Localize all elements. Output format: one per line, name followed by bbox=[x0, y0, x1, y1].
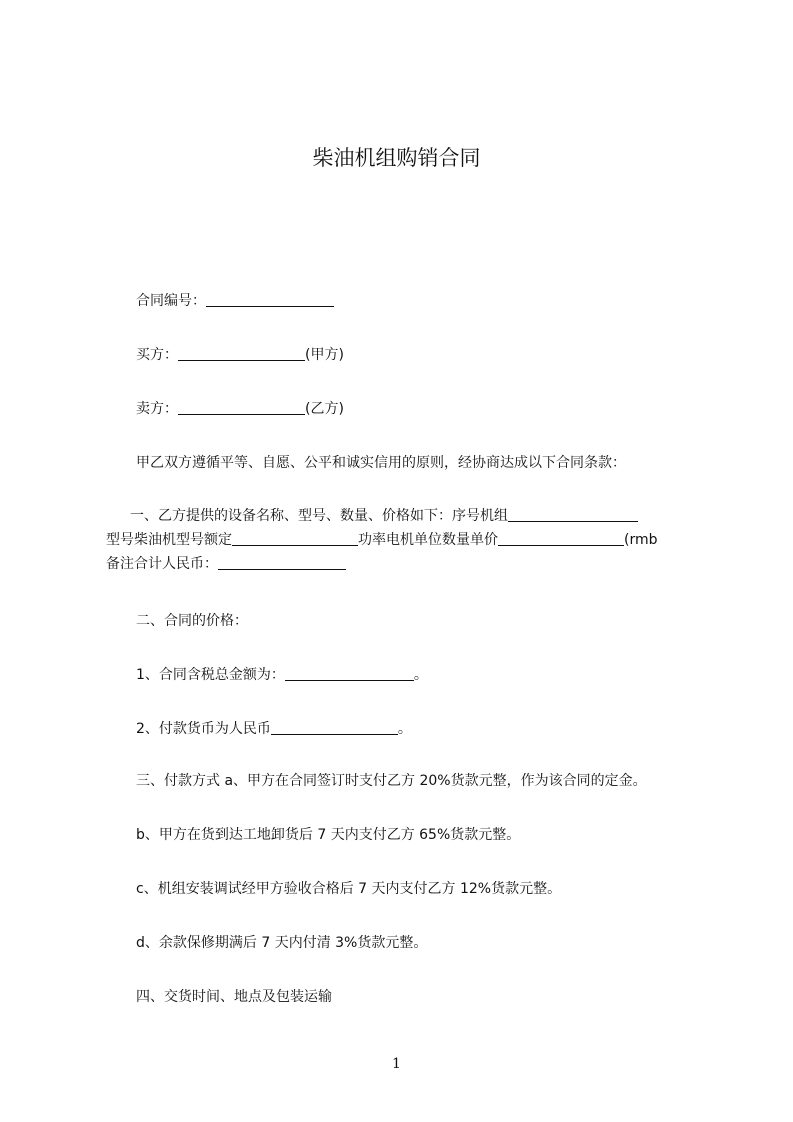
clause-1-row-1-text: 一、乙方提供的设备名称、型号、数量、价格如下：序号机组 bbox=[130, 508, 508, 524]
clause-3-paragraph: 三、付款方式 a、甲方在合同签订时支付乙方 20%货款元整，作为该合同的定金。 bbox=[136, 773, 647, 789]
clause-1-blank-2 bbox=[232, 531, 358, 546]
item-2-2-end: 。 bbox=[397, 721, 412, 737]
contract-number-label: 合同编号： bbox=[136, 293, 206, 309]
page-number: 1 bbox=[392, 1056, 401, 1072]
seller-blank bbox=[178, 400, 305, 415]
clause-4-heading: 四、交货时间、地点及包装运输 bbox=[136, 989, 332, 1005]
item-2-2-line bbox=[136, 720, 412, 738]
clause-1-row-2-text-a: 型号柴油机型号额定 bbox=[106, 532, 232, 548]
clause-1-row-2-text-b: 功率电机单位数量单价 bbox=[358, 532, 498, 548]
item-2-2-blank bbox=[271, 720, 398, 735]
clause-3-c-paragraph: c、机组安装调试经甲方验收合格后 7 天内支付乙方 12%货款元整。 bbox=[136, 881, 562, 897]
intro-paragraph: 甲乙双方遵循平等、自愿、公平和诚实信用的原则，经协商达成以下合同条款： bbox=[136, 455, 626, 471]
seller-label: 卖方： bbox=[136, 401, 178, 417]
contract-number-line bbox=[136, 292, 334, 310]
clause-1-paragraph bbox=[106, 504, 706, 576]
clause-1-blank-1 bbox=[508, 507, 638, 522]
seller-line bbox=[136, 400, 344, 418]
clause-1-blank-3 bbox=[498, 531, 624, 546]
clause-3-b-paragraph: b、甲方在货到达工地卸货后 7 天内支付乙方 65%货款元整。 bbox=[136, 827, 521, 843]
clause-1-row-3 bbox=[106, 552, 706, 576]
clause-1-row-2 bbox=[106, 528, 706, 552]
clause-1-blank-4 bbox=[218, 555, 346, 570]
clause-1-row-2-text-c: (rmb bbox=[624, 532, 658, 548]
document-title: 柴油机组购销合同 bbox=[312, 146, 481, 170]
clause-2-heading: 二、合同的价格： bbox=[136, 613, 248, 629]
contract-number-blank bbox=[206, 292, 334, 307]
clause-1-row-3-text: 备注合计人民币： bbox=[106, 556, 218, 572]
buyer-suffix: (甲方) bbox=[305, 347, 344, 363]
buyer-line bbox=[136, 346, 344, 364]
clause-3-d-paragraph: d、余款保修期满后 7 天内付清 3%货款元整。 bbox=[136, 935, 428, 951]
buyer-label: 买方： bbox=[136, 347, 178, 363]
seller-suffix: (乙方) bbox=[305, 401, 344, 417]
buyer-blank bbox=[178, 346, 305, 361]
item-2-1-blank bbox=[285, 666, 414, 681]
clause-1-row-1 bbox=[106, 504, 706, 528]
item-2-1-end: 。 bbox=[413, 667, 428, 683]
item-2-2-label: 2、付款货币为人民币 bbox=[136, 721, 271, 737]
item-2-1-line bbox=[136, 666, 428, 684]
item-2-1-label: 1、合同含税总金额为： bbox=[136, 667, 285, 683]
